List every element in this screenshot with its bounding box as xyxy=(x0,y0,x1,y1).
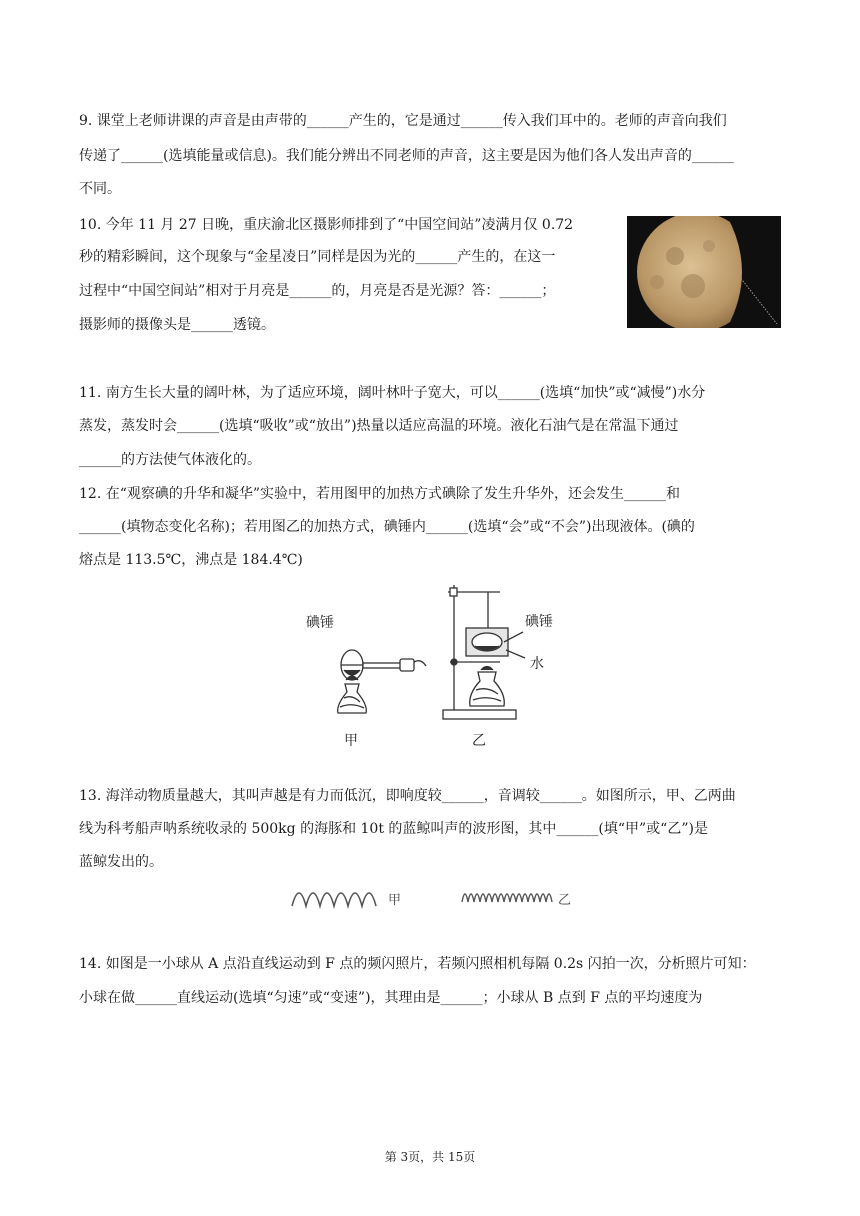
waveform-figure xyxy=(288,878,588,918)
setup-yi xyxy=(443,585,525,719)
waveform-yi xyxy=(462,894,552,902)
waveform-jia-label: 甲 xyxy=(388,893,402,908)
q11-line-3: ______的方法使气体液化的。 xyxy=(79,452,261,468)
jia-label: 甲 xyxy=(344,733,358,749)
q13-line-1: 13. 海洋动物质量越大，其叫声越是有力而低沉，即响度较______，音调较______。如图所示，甲、乙两曲 xyxy=(79,788,736,804)
q13-line-2: 线为科考船声呐系统收录的 500kg 的海豚和 10t 的蓝鲸叫声的波形图，其中______(填“甲”或“乙”)是 xyxy=(79,821,708,837)
q12-line-1: 12. 在“观察碘的升华和凝华”实验中，若用图甲的加热方式碘除了发生升华外，还会发生______和 xyxy=(79,486,681,502)
q10-line-3: 过程中“中国空间站”相对于月亮是______的，月亮是否是光源？答：______； xyxy=(79,283,556,299)
waveform-jia xyxy=(292,893,376,906)
q11-line-1: 11. 南方生长大量的阔叶林，为了适应环境，阔叶林叶子宽大，可以______(选填“加快”或“减慢”)水分 xyxy=(79,385,706,401)
q10-line-1: 10. 今年 11 月 27 日晚，重庆渝北区摄影师排到了“中国空间站”凌满月仅 0.72 xyxy=(79,217,574,233)
q14-line-1: 14. 如图是一小球从 A 点沿直线运动到 F 点的频闪照片，若频闪照相机每隔 0.2s 闪拍一次，分析照片可知： xyxy=(79,956,756,972)
q14-line-2: 小球在做______直线运动(选填“匀速”或“变速”)，其理由是______；小球从 B 点到 F 点的平均速度为 xyxy=(79,990,703,1006)
q12-line-3: 熔点是 113.5℃，沸点是 184.4℃) xyxy=(79,552,303,568)
moon-photo xyxy=(627,216,781,328)
q12-line-2: ______(填物态变化名称)；若用图乙的加热方式，碘锤内______(选填“会”或“不会”)出现液体。(碘的 xyxy=(79,519,695,535)
q10-line-2: 秒的精彩瞬间，这个现象与“金星凌日”同样是因为光的______产生的，在这一 xyxy=(79,249,556,265)
jia-tube-label: 碘锤 xyxy=(306,615,334,631)
yi-tube-label: 碘锤 xyxy=(525,614,553,630)
water-label: 水 xyxy=(530,656,544,672)
q9-line-1: 9. 课堂上老师讲课的声音是由声带的______产生的，它是通过______传入我们耳中的。老师的声音向我们 xyxy=(79,113,727,129)
page-footer: 第 3页，共 15页 xyxy=(384,1150,476,1164)
q9-line-2: 传递了______(选填能量或信息)。我们能分辨出不同老师的声音，这主要是因为他们各人发出声音的______ xyxy=(79,148,734,164)
setup-jia xyxy=(338,650,426,713)
q13-line-3: 蓝鲸发出的。 xyxy=(79,854,163,870)
iodine-experiment-figure xyxy=(300,580,570,750)
waveform-yi-label: 乙 xyxy=(558,893,572,908)
q9-line-3: 不同。 xyxy=(79,181,121,197)
yi-label: 乙 xyxy=(472,733,486,749)
q11-line-2: 蒸发，蒸发时会______(选填“吸收”或“放出”)热量以适应高温的环境。液化石油气是在常温下通过 xyxy=(79,418,679,434)
q10-line-4: 摄影师的摄像头是______透镜。 xyxy=(79,317,275,333)
